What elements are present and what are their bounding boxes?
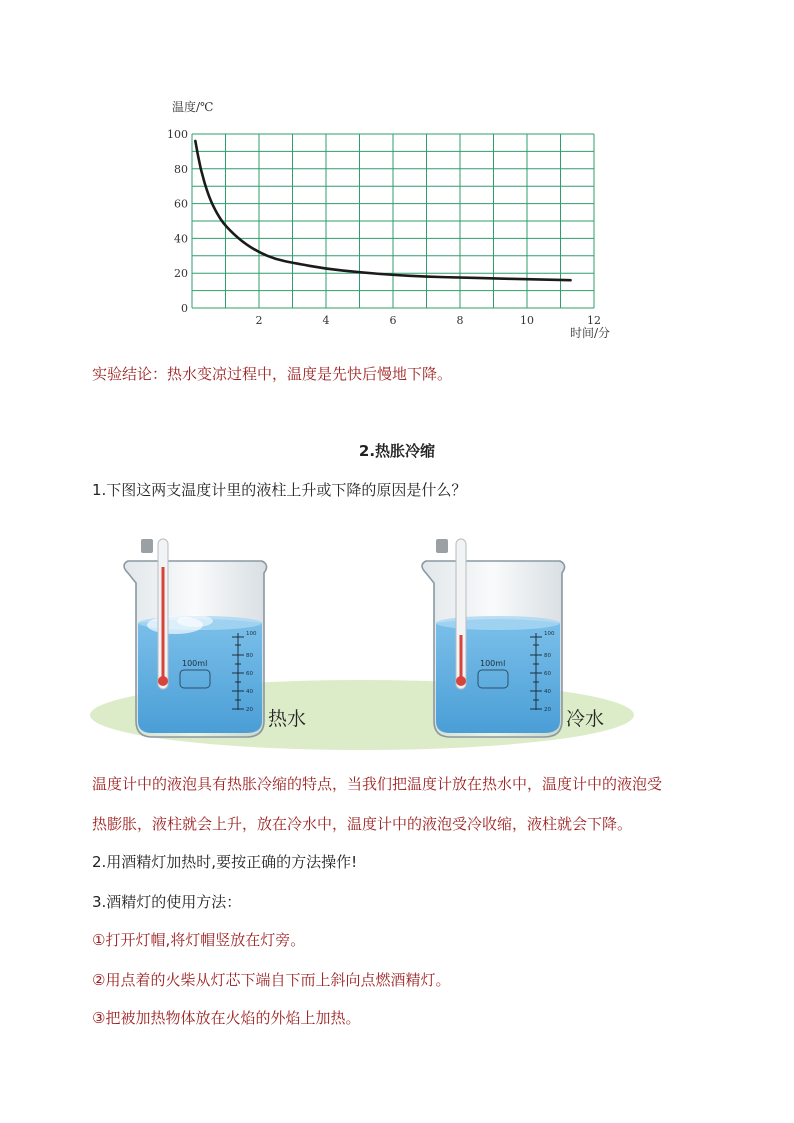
chart-x-tick-label: 2 [255, 314, 263, 327]
point-3: 3.酒精灯的使用方法： [92, 893, 242, 911]
chart-ylabel: 温度/℃ [172, 100, 214, 114]
answer-1-line-2: 热膨胀，液柱就会上升，放在冷水中，温度计中的液泡受冷收缩，液柱就会下降。 [92, 815, 633, 833]
chart-x-tick-label: 10 [520, 314, 534, 327]
cold-scale-80: 80 [544, 653, 551, 659]
chart-grid [192, 134, 594, 308]
cold-scale-20: 20 [544, 707, 551, 713]
hot-scale-20: 20 [246, 707, 253, 713]
hot-thermometer-bulb [158, 676, 168, 686]
thermometer-beaker-figure [90, 525, 650, 760]
cooling-curve-line [195, 141, 570, 280]
cold-scale-40: 40 [544, 689, 551, 695]
chart-y-tick-label: 100 [167, 128, 188, 141]
step-1: ①打开灯帽,将灯帽竖放在灯旁。 [92, 931, 306, 949]
step-2: ②用点着的火柴从灯芯下端自下而上斜向点燃酒精灯。 [92, 971, 451, 989]
chart-y-tick-label: 20 [174, 267, 188, 281]
answer-1-line-1: 温度计中的液泡具有热胀冷缩的特点，当我们把温度计放在热水中，温度计中的液泡受 [92, 775, 663, 793]
cold-scale-60: 60 [544, 671, 551, 677]
hot-mercury-column [162, 567, 165, 679]
chart-x-tick-label: 12 [587, 314, 601, 327]
hot-scale-100: 100 [246, 631, 257, 637]
step-3: ③把被加热物体放在火焰的外焰上加热。 [92, 1009, 361, 1027]
chart-x-tick-label: 8 [456, 314, 464, 327]
chart-y-tick-label: 80 [174, 162, 188, 176]
cold-scale-100: 100 [544, 631, 555, 637]
hot-scale-60: 60 [246, 671, 253, 677]
chart-x-tick-label: 4 [322, 314, 330, 327]
cooling-chart [160, 95, 630, 345]
cold-water-label: 冷水 [566, 708, 605, 730]
cold-thermometer-bulb [456, 676, 466, 686]
chart-xlabel: 时间/分 [570, 326, 611, 340]
cold-beaker-volume: 100ml [480, 659, 506, 668]
hot-scale-40: 40 [246, 689, 253, 695]
chart-x-tick-label: 6 [389, 314, 397, 327]
chart-y-tick-label: 0 [181, 302, 188, 315]
hot-water-beaker [124, 539, 267, 737]
hot-water-label: 热水 [268, 708, 307, 730]
chart-y-tick-label: 60 [174, 197, 188, 211]
question-1: 1.下图这两支温度计里的液柱上升或下降的原因是什么？ [92, 481, 467, 499]
point-2: 2.用酒精灯加热时,要按正确的方法操作! [92, 853, 358, 871]
experiment-conclusion: 实验结论：热水变凉过程中，温度是先快后慢地下降。 [92, 365, 453, 383]
chart-y-tick-label: 40 [174, 232, 188, 246]
chart-ticks [167, 128, 601, 327]
cold-mercury-column [460, 635, 463, 679]
hot-scale-80: 80 [246, 653, 253, 659]
section-title: 2.热胀冷缩 [358, 442, 436, 460]
hot-beaker-volume: 100ml [182, 659, 208, 668]
cold-water-beaker [422, 539, 565, 737]
